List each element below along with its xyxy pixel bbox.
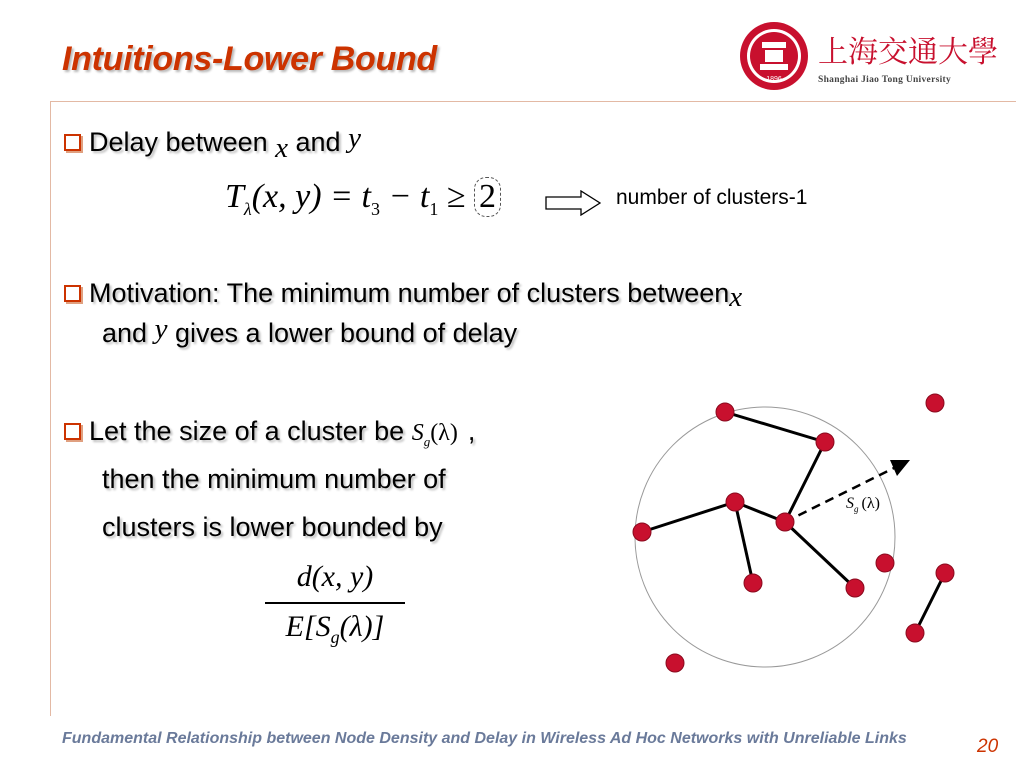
highlighted-two: 2 [474,177,501,217]
svg-text:1896: 1896 [766,76,782,83]
slide-title: Intuitions-Lower Bound [62,40,437,78]
delay-formula: $T_\lambda(x$, $y) = t_3 - t_1 \ge 2$ [225,177,501,220]
bullet-motivation: Motivation: The minimum number of clusters betweenx [64,277,742,310]
bullet-box-icon [64,134,81,151]
bullet-cluster-line2: then the minimum number of [102,464,446,494]
bullet-delay: Delay between x and y [64,126,361,159]
cluster-diagram [620,380,960,680]
radius-label: $S_g$ (λ) [846,495,880,514]
page-number: 20 [977,736,999,757]
university-en-name: Shanghai Jiao Tong University [818,75,952,85]
clusters-annotation: number of clusters-1 [616,186,808,209]
university-cn-name: 上海交通大學 [818,35,998,70]
fraction-bar [265,602,405,604]
sjtu-logo [738,18,1000,94]
bullet-motivation-line2: and y gives a lower bound of delay [102,313,518,348]
header-rule [50,101,1016,102]
left-rule [50,101,51,716]
bullet-cluster-line3: clusters is lower bounded by [102,512,443,542]
nodes [633,394,954,672]
fraction-numerator: d(x, y) [296,560,374,593]
arrow-right-icon [545,190,601,216]
lower-bound-fraction [265,560,405,648]
bullet-box-icon [64,423,81,440]
slide-footer: Fundamental Relationship between Node Density and Delay in Wireless Ad Hoc Networks with Unreliable Links [62,730,907,747]
bullet-cluster-size: Let the size of a cluster be $S_g(\lambda)$ , [64,416,475,450]
radius-dashed-line [785,466,898,522]
fraction-denominator: $E[S_g(\lambda)]$ [285,609,385,647]
bullet-box-icon [64,285,81,302]
